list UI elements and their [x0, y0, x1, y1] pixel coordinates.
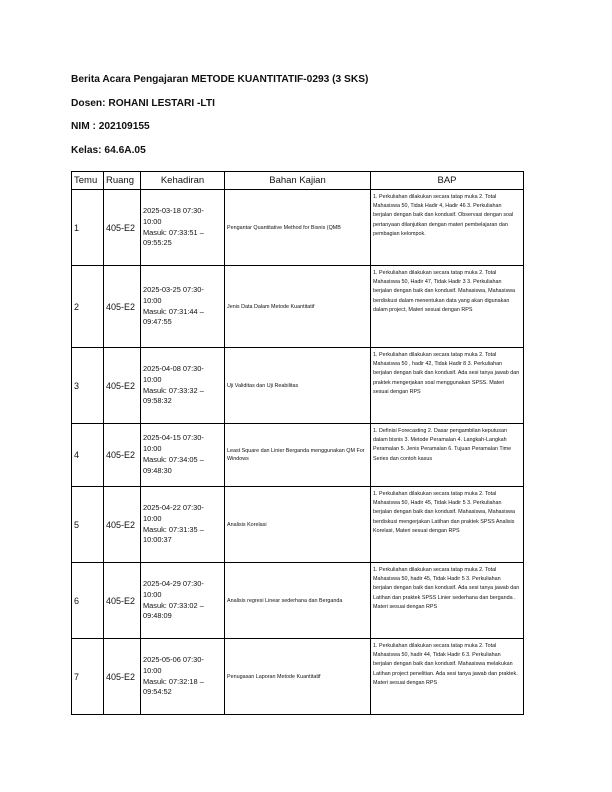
cell-ruang: 405-E2 — [104, 348, 141, 424]
table-row — [72, 639, 524, 715]
check-out-time: 09:47:55 — [143, 317, 172, 327]
check-in-time: Masuk: 07:31:35 – — [143, 524, 204, 534]
cell-ruang: 405-E2 — [104, 424, 141, 487]
column-header-ruang: Ruang — [104, 172, 141, 190]
bap-table — [71, 171, 524, 715]
check-out-time: 09:54:52 — [143, 687, 172, 697]
column-header-bahan-kajian: Bahan Kajian — [225, 172, 371, 190]
check-in-time: Masuk: 07:32:18 – — [143, 676, 204, 686]
cell-temu: 3 — [72, 348, 104, 424]
cell-bahan-kajian: Analisis regresi Linear sederhana dan Berganda — [225, 563, 371, 639]
lecturer-nim: NIM : 202109155 — [71, 121, 150, 133]
schedule-time: 2025-04-29 07:30-10:00 — [143, 578, 204, 599]
table-row — [72, 424, 524, 487]
cell-bahan-kajian: Analisis Korelasi — [225, 487, 371, 563]
schedule-time: 2025-04-15 07:30-10:00 — [143, 433, 204, 454]
cell-bap: 1. Perkuliahan dilakukan secara tatap muka 2. Total Mahasiswa 50, Hadir 47, Tidak Hadir 3 3. Perkuliahan berjalan dengan baik dan kondusif. Mahasiswa, Mahasiswa berdiskusi dalam menentukan data yang akan digunakan dalam project, Materi sesuai dengan RPS — [371, 266, 524, 348]
cell-bap: 1. Perkuliahan dilakukan secara tatap muka 2. Total Mahasiswa 50, hadir 44, Tidak Hadir 6 3. Perkuliahan berjalan dengan baik dan kondusif. Mahasiswa melakukan Latihan project penelitian. Ada sesi tanya jawab dan praktek. Materi sesuai dengan RPS — [371, 639, 524, 715]
cell-kehadiran — [141, 639, 225, 715]
schedule-time: 2025-04-22 07:30-10:00 — [143, 502, 204, 523]
cell-bap: 1. Perkuliahan dilakukan secara tatap muka 2. Total Mahasiswa 50 , hadir 42, Tidak Hadir 8 3. Perkuliahan berjalan dengan baik dan kondusif. Ada sesi tanya jawab dan praktek mengerjakan soal menggunakan SPSS. Materi sesuai dengan RPS — [371, 348, 524, 424]
column-header-bap: BAP — [371, 172, 524, 190]
cell-temu: 1 — [72, 190, 104, 266]
cell-temu: 6 — [72, 563, 104, 639]
check-out-time: 10:00:37 — [143, 535, 172, 545]
report-header — [71, 74, 368, 169]
cell-bap: 1. Perkuliahan dilakukan secara tatap muka 2. Total Mahasiswa 50, Tidak Hadir 4, Hadir 46 3. Perkuliahan berjalan dengan baik dan kondusif. Observasi dengan soal pertanyaan dilanjutkan dengan materi pembelajaran dan pembagian kelompok. — [371, 190, 524, 266]
cell-kehadiran — [141, 563, 225, 639]
cell-temu: 4 — [72, 424, 104, 487]
cell-bap: 1. Definisi Forecasting 2. Dasar pengambilan keputusan dalam bisnis 3. Metode Peramalan 4. Langkah-Langkah Peramalan 5. Jenis Peramalan 6. Tujuan Peramalan Time Series dan contoh kasus — [371, 424, 524, 487]
schedule-time: 2025-04-08 07:30-10:00 — [143, 363, 204, 384]
cell-kehadiran — [141, 487, 225, 563]
cell-bap: 1. Perkuliahan dilakukan secara tatap muka 2. Total Mahasiswa 50, hadir 45, Tidak Hadir 5 3. Perkuliahan berjalan dengan baik dan kondusif. Ada sesi tanya jawab dan Latihan dan praktek SPSS Linier sederhana dan berganda . Materi sesuai dengan RPS — [371, 563, 524, 639]
check-in-time: Masuk: 07:31:44 – — [143, 306, 204, 316]
cell-kehadiran — [141, 266, 225, 348]
cell-ruang: 405-E2 — [104, 487, 141, 563]
cell-kehadiran — [141, 424, 225, 487]
cell-bahan-kajian: Penugasan Laporan Metode Kuantitatif — [225, 639, 371, 715]
cell-ruang: 405-E2 — [104, 563, 141, 639]
cell-ruang: 405-E2 — [104, 639, 141, 715]
cell-ruang: 405-E2 — [104, 190, 141, 266]
cell-ruang: 405-E2 — [104, 266, 141, 348]
cell-bahan-kajian: Pengantar Quantitative Method for Bisnis (QMB — [225, 190, 371, 266]
table-row — [72, 266, 524, 348]
cell-bahan-kajian: Uji Validitas dan Uji Reabilitas — [225, 348, 371, 424]
table-row — [72, 190, 524, 266]
schedule-time: 2025-03-25 07:30-10:00 — [143, 284, 204, 305]
column-header-kehadiran: Kehadiran — [141, 172, 225, 190]
table-row — [72, 487, 524, 563]
schedule-time: 2025-03-18 07:30-10:00 — [143, 205, 204, 226]
check-out-time: 09:55:25 — [143, 238, 172, 248]
cell-temu: 7 — [72, 639, 104, 715]
check-in-time: Masuk: 07:34:05 – — [143, 455, 204, 464]
check-out-time: 09:58:32 — [143, 396, 172, 406]
schedule-time: 2025-05-06 07:30-10:00 — [143, 654, 204, 675]
class-code: Kelas: 64.6A.05 — [71, 145, 146, 157]
lecturer-name: Dosen: ROHANI LESTARI -LTI — [71, 97, 215, 109]
column-header-temu: Temu — [72, 172, 104, 190]
cell-bahan-kajian: Least Square dan Linier Berganda menggunakan QM For Windows — [225, 424, 371, 487]
check-in-time: Masuk: 07:33:02 – — [143, 600, 204, 610]
check-out-time: 09:48:09 — [143, 611, 172, 621]
report-title: Berita Acara Pengajaran METODE KUANTITATIF-0293 (3 SKS) — [71, 74, 369, 85]
cell-kehadiran — [141, 190, 225, 266]
table-row — [72, 348, 524, 424]
cell-bap: 1. Perkuliahan dilakukan secara tatap muka 2. Total Mahasiswa 50, Hadir 45, Tidak Hadir 5 3. Perkuliahan berjalan dengan baik dan kondusif. Mahasiswa, Mahasiswa berdiskusi mengerjakan Latihan dan praktek SPSS Analisis Korelasi, Materi sesuai dengan RPS — [371, 487, 524, 563]
cell-bahan-kajian: Jenis Data Dalam Metode Kuantitatif — [225, 266, 371, 348]
table-header-row — [72, 172, 524, 190]
table-row — [72, 563, 524, 639]
check-in-time: Masuk: 07:33:51 – — [143, 227, 204, 237]
cell-temu: 2 — [72, 266, 104, 348]
check-in-time: Masuk: 07:33:32 – — [143, 385, 204, 395]
check-out-time: 09:48:30 — [143, 465, 172, 475]
cell-temu: 5 — [72, 487, 104, 563]
cell-kehadiran — [141, 348, 225, 424]
